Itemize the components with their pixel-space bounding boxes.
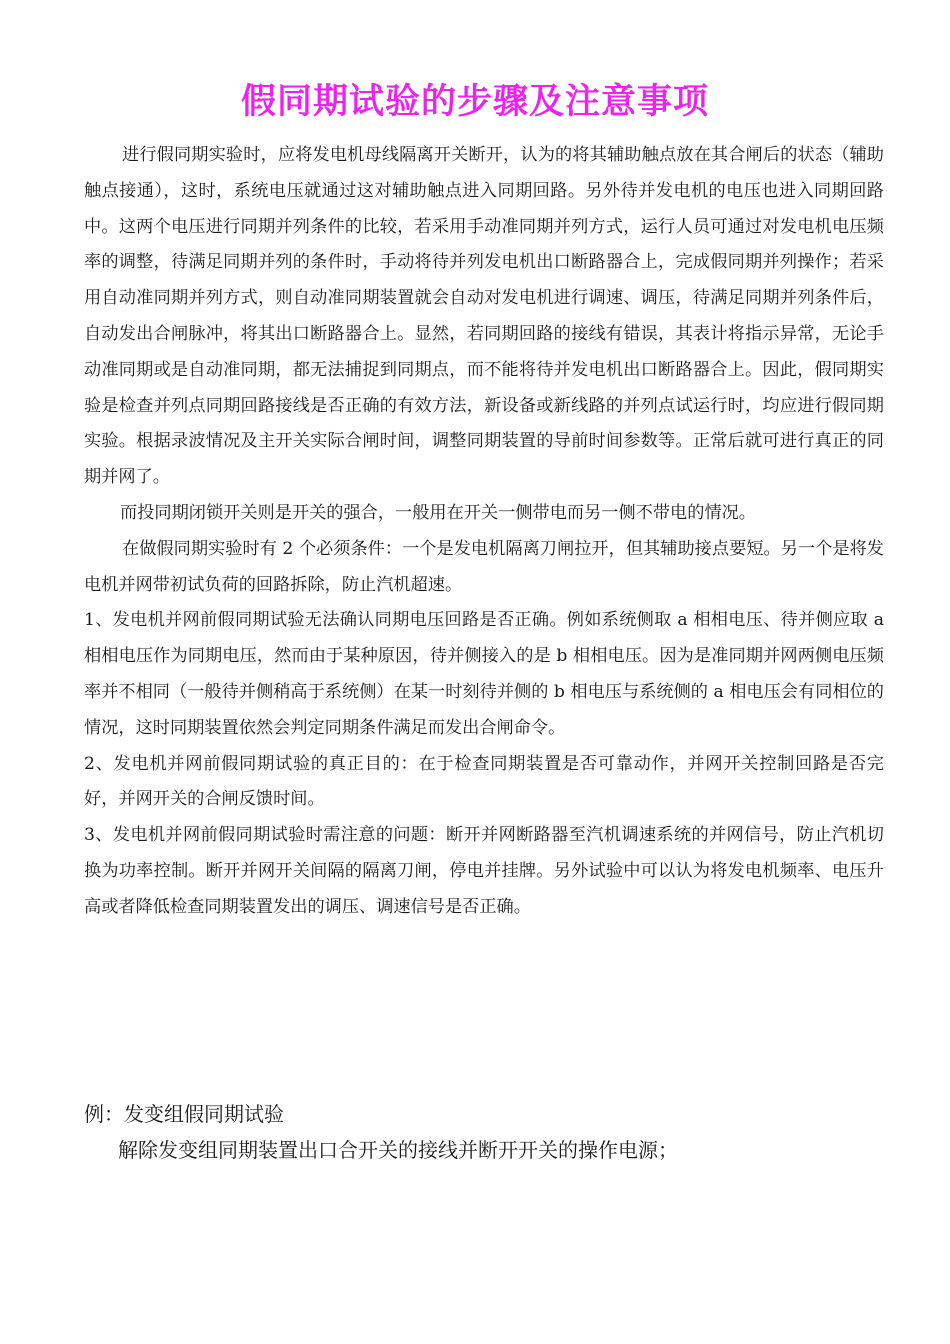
paragraph-intro: 进行假同期实验时，应将发电机母线隔离开关断开，认为的将其辅助触点放在其合闸后的状态（辅助触点接通），这时，系统电压就通过这对辅助触点进入同期回路。另外待并发电机的电压也进入同期回路中。这两个电压进行同期并列条件的比较，若采用手动准同期并列方式，运行人员可通过对发电机电压频率的调整，待满足同期并列的条件时，手动将待并列发电机出口断路器合上，完成假同期并列操作；若采用自动准同期并列方式，则自动准同期装置就会自动对发电机进行调速、调压，待满足同期并列条件后，自动发出合闸脉冲，将其出口断路器合上。显然，若同期回路的接线有错误，其表计将指示异常，无论手动准同期或是自动准同期，都无法捕捉到同期点，而不能将待并发电机出口断路器合上。因此，假同期实验是检查并列点同期回路接线是否正确的有效方法，新设备或新线路的并列点试运行时，均应进行假同期实验。根据录波情况及主开关实际合闸时间，调整同期装置的导前时间参数等。正常后就可进行真正的同期并网了。: [84, 145, 884, 488]
document-body: [84, 138, 884, 926]
paragraph-conditions: 在做假同期实验时有 2 个必须条件：一个是发电机隔离刀闸拉开，但其辅助接点要短。另一个是将发电机并网带初试负荷的回路拆除，防止汽机超速。: [84, 538, 884, 595]
example-section: [84, 1096, 884, 1168]
example-heading: 例：发变组假同期试验: [84, 1102, 284, 1126]
list-item-2: 2、发电机并网前假同期试验的真正目的：在于检查同期装置是否可靠动作，并网开关控制回路是否完好，并网开关的合闸反馈时间。: [84, 753, 884, 810]
list-item-3: 3、发电机并网前假同期试验时需注意的问题：断开并网断路器至汽机调速系统的并网信号，防止汽机切换为功率控制。断开并网开关间隔的隔离刀闸，停电并挂牌。另外试验中可以认为将发电机频率、电压升高或者降低检查同期装置发出的调压、调速信号是否正确。: [84, 825, 884, 917]
paragraph-sync-lock: 而投同期闭锁开关则是开关的强合，一般用在开关一侧带电而另一侧不带电的情况。: [120, 502, 756, 523]
list-item-1: 1、发电机并网前假同期试验无法确认同期电压回路是否正确。例如系统侧取 a 相相电压、待并侧应取 a 相相电压作为同期电压，然而由于某种原因，待并侧接入的是 b 相相电压。因为是准同期并网两侧电压频率并不相同（一般待并侧稍高于系统侧）在某一时刻待并侧的 b 相电压与系统侧的 a 相电压会有同相位的情况，这时同期装置依然会判定同期条件满足而发出合闸命令。: [84, 610, 884, 738]
example-step-1: 解除发变组同期装置出口合开关的接线并断开开关的操作电源；: [118, 1138, 678, 1162]
page-title: 假同期试验的步骤及注意事项: [240, 82, 709, 122]
